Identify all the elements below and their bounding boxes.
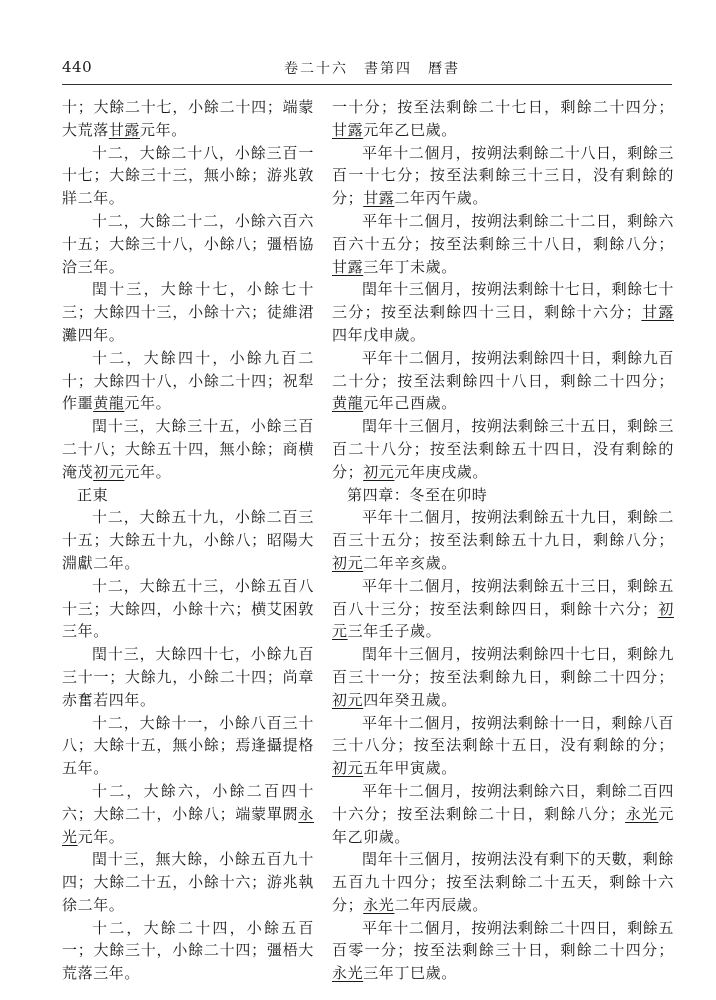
text-run: 平年十二個月，按朔法剩餘二十二日，剩餘六百六十五分；按至法剩餘三十八日，剩餘八分； [332,211,675,253]
paragraph [332,506,674,574]
era-name: 黄龍 [332,394,364,413]
text-run: 四年戊申歲。 [332,325,426,344]
text-run: 閏十三，大餘四十七，小餘九百三十一；大餘九，小餘二十四；尚章赤奮若四年。 [62,645,314,709]
paragraph [332,575,674,643]
text-run: 十；大餘二十七，小餘二十四；端蒙大荒落 [62,98,314,139]
text-run: 三年丁巳歲。 [363,964,457,983]
paragraph [332,917,674,985]
text-run: 四年癸丑歲。 [363,690,457,709]
paragraph [332,142,674,210]
left-column [62,96,314,985]
paragraph [62,506,314,574]
era-name: 甘露 [332,120,364,139]
text-run: 十二，大餘二十四，小餘五百一；大餘三十，小餘二十四；彊梧大荒落三年。 [62,918,314,983]
text-run: 二年丙辰歲。 [394,895,489,914]
text-run: 第四章：冬至在卯時 [347,485,488,504]
paragraph [62,96,314,142]
text-run: 十二，大餘四十，小餘九百二十；大餘四十八，小餘二十四；祝犁作噩 [62,348,314,413]
text-run: 二年丙午歲。 [394,189,489,208]
text-run: 元年。 [124,462,172,481]
paragraph [62,575,314,643]
text-run: 元年。 [77,827,125,846]
text-run: 平年十二個月，按朔法剩餘五十三日，剩餘五百八十三分；按至法剩餘四日，剩餘十六分； [332,576,675,618]
era-name: 初元 [93,462,125,481]
text-run: 二年辛亥歲。 [363,553,457,572]
text-run: 元年乙巳歲。 [363,120,457,139]
text-run: 平年十二個月，按朔法剩餘五十九日，剩餘二百三十五分；按至法剩餘五十九日，剩餘八分； [332,508,675,550]
text-run: 閏年十三個月，按朔法剩餘四十七日，剩餘九百三十一分；按至法剩餘九日，剩餘二十四分； [332,645,675,686]
text-run: 閏十三，無大餘，小餘五百九十四；大餘二十五，小餘十六；游兆執徐二年。 [62,850,314,914]
right-column [332,96,674,985]
text-run: 十二，大餘五十三，小餘五百八十三；大餘四，小餘十六；横艾困敦三年。 [62,576,314,641]
paragraph [332,210,674,278]
era-name: 初元 [332,690,364,709]
text-run: 十二，大餘五十九，小餘二百三十五；大餘五十九，小餘八；昭陽大淵獻二年。 [62,508,314,572]
text-run: 閏十三，大餘十七，小餘七十三；大餘四十三，小餘十六；徒維涒灘四年。 [62,280,314,344]
era-name: 初元 [363,462,395,481]
running-title: 卷二十六 書第四 曆書 [284,61,460,77]
era-name: 永光 [363,895,395,914]
text-run: 閏年十三個月，按朔法剩餘三十五日，剩餘三百二十八分；按至法剩餘五十四日，没有剩餘的分； [332,417,675,481]
era-name: 永光 [332,964,364,983]
era-name: 黄龍 [93,394,125,413]
text-run: 平年十二個月，按朔法剩餘二十八日，剩餘三百一十七分；按至法剩餘三十三日，没有剩餘的分； [332,143,675,208]
text-run: 平年十二個月，按朔法剩餘六日，剩餘二百四十六分；按至法剩餘二十日，剩餘八分； [332,781,675,823]
text-run: 十二，大餘二十二，小餘六百六十五；大餘三十八，小餘八；彊梧協洽三年。 [62,211,314,276]
era-name: 初元 [332,759,364,778]
paragraph [62,643,314,711]
text-run: 平年十二個月，按朔法剩餘四十日，剩餘九百二十分；按至法剩餘四十八日，剩餘二十四分； [332,348,675,390]
text-run: 元年庚戌歲。 [394,462,489,481]
text-run: 正東 [77,485,109,504]
era-name: 初元 [332,553,364,572]
text-run: 平年十二個月，按朔法剩餘十一日，剩餘八百三十八分；按至法剩餘十五日，没有剩餘的分； [332,713,675,755]
text-run: 五年甲寅歲。 [363,759,457,778]
text-run: 元年乙卯歲。 [332,804,674,846]
era-name: 甘露 [641,303,674,322]
era-name: 甘露 [108,120,141,139]
section-heading [62,484,314,507]
paragraph [62,848,314,916]
paragraph [332,415,674,483]
paragraph [62,278,314,346]
section-heading [332,484,674,507]
paragraph [332,96,674,142]
text-run: 三年壬子歲。 [347,622,442,641]
text-run: 元年。 [140,120,187,139]
text-run: 平年十二個月，按朔法剩餘二十四日，剩餘五百零一分；按至法剩餘三十日，剩餘二十四分； [332,918,675,960]
paragraph [62,347,314,415]
text-run: 元年。 [124,394,172,413]
era-name: 甘露 [363,189,395,208]
text-run: 一十分；按至法剩餘二十七日，剩餘二十四分； [332,98,674,116]
paragraph [332,347,674,415]
paragraph [332,712,674,780]
paragraph [62,210,314,278]
paragraph [332,848,674,916]
era-name: 初元 [332,599,674,641]
era-name: 甘露 [332,257,364,276]
text-run: 閏年十三個月，按朔法剩餘十七日，剩餘七十三分；按至法剩餘四十三日，剩餘十六分； [332,280,675,322]
header-rule [62,84,672,85]
paragraph [62,142,314,210]
paragraph [62,780,314,848]
page-header [62,58,672,84]
era-name: 永光 [625,804,659,823]
text-run: 十二，大餘十一，小餘八百三十八；大餘十五，無小餘；焉逢攝提格五年。 [62,713,314,778]
text-run: 閏十三，大餘三十五，小餘三百二十八；大餘五十四，無小餘；商横淹茂 [62,417,314,481]
text-run: 三年丁未歲。 [363,257,457,276]
text-run: 元年己酉歲。 [363,394,457,413]
paragraph [332,780,674,848]
paragraph [332,643,674,711]
paragraph [332,278,674,346]
paragraph [62,415,314,483]
era-name: 永光 [62,804,314,846]
text-run: 閏年十三個月，按朔法没有剩下的天數，剩餘五百九十四分；按至法剩餘二十五天，剩餘十六分； [332,850,675,914]
paragraph [62,917,314,985]
text-run: 十二，大餘六，小餘二百四十六；大餘二十，小餘八；端蒙單閼 [62,781,314,823]
text-run: 十二，大餘二十八，小餘三百一十七；大餘三十三，無小餘；游兆敦牂二年。 [62,143,314,208]
page-number: 440 [62,58,93,76]
paragraph [62,712,314,780]
